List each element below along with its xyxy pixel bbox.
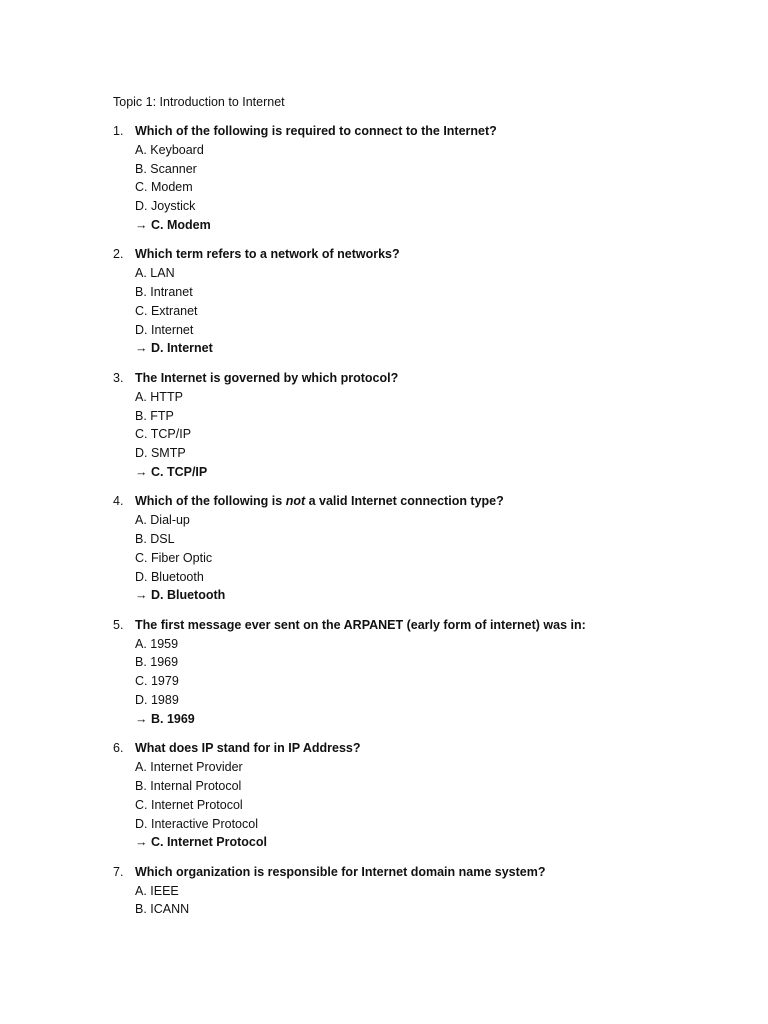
question-number: 1.: [113, 124, 124, 138]
question-text-after: a valid Internet connection type?: [305, 494, 504, 509]
correct-answer: → C. Internet Protocol: [135, 835, 267, 850]
question-list: [113, 122, 713, 930]
answer-option: B. Intranet: [135, 285, 193, 300]
question-number: 4.: [113, 494, 124, 509]
answer-option: B. FTP: [135, 408, 174, 423]
answer-option: C. Extranet: [135, 303, 198, 318]
answer-option: A. HTTP: [135, 389, 183, 404]
question-text-emphasis: not: [285, 494, 306, 509]
question-item: [113, 122, 713, 235]
question-text: The first message ever sent on the ARPANET (early form of internet) was in:: [135, 617, 586, 632]
answer-option: B. DSL: [135, 532, 175, 546]
topic-title: Topic 1: Introduction to Internet: [113, 95, 285, 109]
question-item: [113, 616, 713, 729]
answer-option: D. Joystick: [135, 199, 196, 214]
answer-option: D. Interactive Protocol: [135, 816, 258, 831]
answer-option: A. 1959: [135, 636, 179, 651]
question-text: [135, 492, 713, 511]
answer-option: A. IEEE: [135, 883, 179, 898]
question-item: [113, 245, 713, 358]
question-number: 6.: [113, 741, 124, 756]
question-text: The Internet is governed by which protocol?: [135, 370, 399, 385]
correct-answer: → C. Modem: [135, 217, 211, 232]
answer-option: A. Keyboard: [135, 142, 204, 157]
correct-answer: → C. TCP/IP: [135, 464, 208, 479]
answer-option: C. 1979: [135, 674, 179, 689]
question-text: Which of the following is required to connect to the Internet?: [135, 124, 497, 138]
answer-option: B. Internal Protocol: [135, 778, 242, 793]
answer-option: A. Dial-up: [135, 513, 190, 528]
correct-answer: → D. Bluetooth: [135, 588, 226, 603]
answer-option: C. TCP/IP: [135, 427, 192, 442]
answer-option: C. Modem: [135, 180, 193, 195]
answer-option: C. Internet Protocol: [135, 797, 243, 812]
answer-option: B. Scanner: [135, 161, 197, 176]
question-number: 7.: [113, 864, 124, 879]
question-item: [113, 863, 713, 919]
question-number: 2.: [113, 247, 124, 262]
answer-option: A. LAN: [135, 266, 175, 281]
question-number: 5.: [113, 617, 124, 632]
question-item: [113, 492, 713, 605]
correct-answer: → D. Internet: [135, 341, 213, 356]
question-number: 3.: [113, 370, 124, 385]
correct-answer: → B. 1969: [135, 711, 195, 726]
question-text: Which term refers to a network of networks?: [135, 247, 400, 262]
answer-option: D. SMTP: [135, 446, 186, 461]
answer-option: C. Fiber Optic: [135, 550, 213, 565]
answer-option: D. 1989: [135, 693, 179, 708]
question-text: What does IP stand for in IP Address?: [135, 741, 361, 756]
answer-option: B. ICANN: [135, 902, 190, 917]
answer-option: D. Bluetooth: [135, 569, 204, 584]
question-text-before: Which of the following is: [135, 494, 286, 509]
answer-option: A. Internet Provider: [135, 760, 243, 775]
question-item: [113, 739, 713, 852]
answer-option: D. Internet: [135, 322, 194, 337]
answer-option: B. 1969: [135, 655, 179, 670]
question-item: [113, 369, 713, 482]
question-text: Which organization is responsible for Internet domain name system?: [135, 864, 546, 879]
